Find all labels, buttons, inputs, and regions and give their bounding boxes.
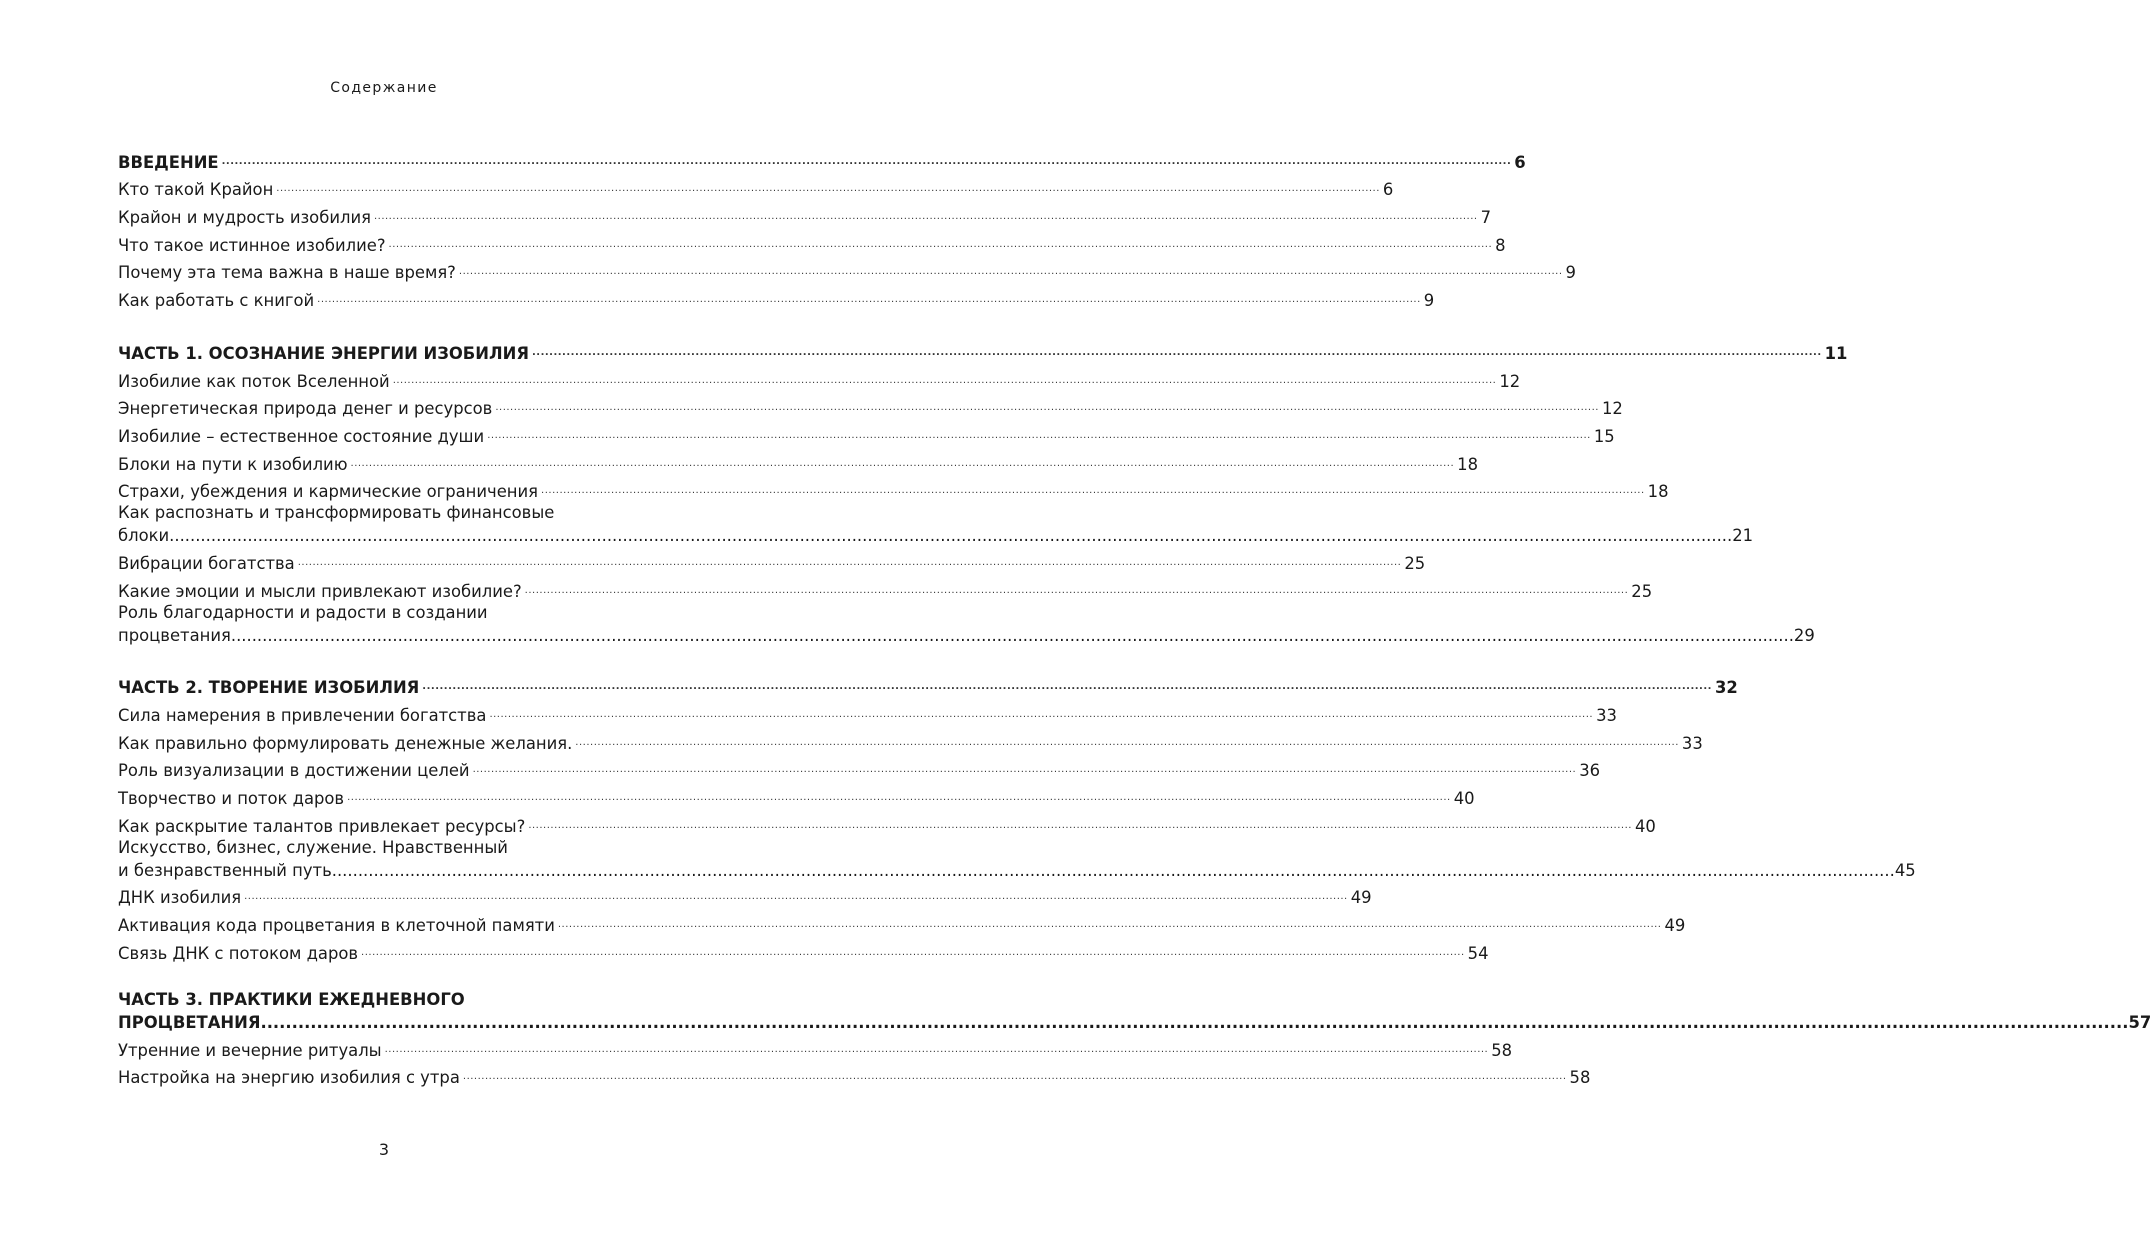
toc-entry-title: Почему эта тема важна в наше время?: [118, 263, 456, 283]
toc-page-number: 32: [1714, 678, 1738, 698]
toc-entry-title: Настройка на энергию изобилия с утра: [118, 1068, 460, 1088]
toc-page-number: 40: [1634, 816, 1656, 836]
toc-entry-title: Блоки на пути к изобилию: [118, 454, 348, 474]
toc-page-number: 36: [1579, 761, 1601, 781]
toc-entry: [118, 475, 1669, 503]
dot-leader: ............................................................................................................................................................................................................................................................................................................: [575, 736, 1679, 748]
table-of-contents: [118, 145, 2151, 1088]
toc-entry-title: ДНК изобилия: [118, 888, 242, 908]
toc-entry: [118, 781, 1475, 809]
dot-leader: ............................................................................................................................................................................................................................................................................................................: [422, 681, 1712, 693]
toc-entry-title: Как раскрытие талантов привлекает ресурсы?: [118, 816, 526, 836]
toc-page-number: 25: [1404, 553, 1426, 573]
toc-entry: [118, 546, 1426, 574]
toc-entry: [118, 256, 1576, 284]
dot-leader: ............................................................................................................................................................................................................................................................................................................: [244, 891, 1348, 903]
toc-entry: [118, 364, 1521, 392]
dot-leader: ............................................................................................................................................................................................................................................................................................................: [495, 402, 1599, 414]
toc-page-number: 18: [1457, 454, 1478, 474]
toc-entry-title: Сила намерения в привлечении богатства: [118, 706, 487, 725]
toc-entry-title: Утренние и вечерние ритуалы: [118, 1040, 382, 1060]
toc-entry-title: Страхи, убеждения и кармические ограничения: [118, 482, 539, 502]
dot-leader: ............................................................................................................................................................................................................................................................................................................: [487, 429, 1591, 441]
toc-entry-title: Кто такой Крайон: [118, 180, 274, 200]
toc-page-number: 49: [1664, 916, 1686, 936]
dot-leader: ............................................................................................................................................................................................................................................................................................................: [531, 346, 1822, 358]
toc-entry: [118, 228, 1506, 256]
toc-page-number: 7: [1480, 208, 1492, 228]
toc-entry: [118, 754, 1601, 782]
toc-page-number: 58: [1569, 1068, 1591, 1088]
toc-entry-title-line1: Искусство, бизнес, служение. Нравственный: [118, 837, 508, 857]
toc-entry: [118, 881, 1372, 909]
toc-entry-title: Изобилие как поток Вселенной: [118, 371, 390, 391]
toc-page-number: 57: [2128, 1012, 2151, 1032]
toc-entry-title: Активация кода процветания в клеточной памяти: [118, 916, 555, 936]
toc-entry: [118, 936, 1489, 964]
toc-page-number: 8: [1495, 235, 1506, 255]
toc-page-number: 54: [1467, 943, 1489, 963]
dot-leader: ............................................................................................................................................................................................................................................................................................................: [297, 556, 1402, 568]
toc-entry-title: Вибрации богатства: [118, 553, 295, 573]
toc-page-number: 29: [1793, 625, 1815, 645]
toc-entry-title-line2: и безнравственный путь: [118, 860, 332, 880]
dot-leader: ............................................................................................................................................................................................................................................................................................................: [392, 374, 1497, 386]
dot-leader: ............................................................................................................................................................................................................................................................................................................: [384, 1043, 1489, 1055]
toc-entry-title: Какие эмоции и мысли привлекают изобилие?: [118, 581, 522, 601]
toc-entry-title: Что такое истинное изобилие?: [118, 235, 386, 255]
toc-page-number: 25: [1631, 581, 1653, 601]
toc-entry-title: Изобилие – естественное состояние души: [118, 426, 485, 446]
dot-leader: ............................................................................................................................................................................................................................................................................................................: [489, 709, 1594, 720]
toc-part-3: [118, 989, 2151, 1033]
toc-page-number: 9: [1423, 291, 1435, 311]
toc-part-introduction: [118, 145, 1526, 173]
toc-entry: [118, 283, 1435, 311]
page-number: 3: [378, 1140, 390, 1159]
toc-entry: [118, 908, 1686, 936]
toc-page-number: 6: [1514, 152, 1526, 172]
toc-page-number: 21: [1732, 526, 1754, 546]
dot-leader: ............................................................................................................................................................................................................................................................................................................: [230, 625, 1794, 645]
toc-entry-title: ЧАСТЬ 2. ТВОРЕНИЕ ИЗОБИЛИЯ: [118, 678, 420, 698]
toc-page-number: 33: [1681, 733, 1703, 753]
toc-page-number: 12: [1499, 371, 1521, 391]
dot-leader: ............................................................................................................................................................................................................................................................................................................: [462, 1071, 1567, 1083]
page-heading: Содержание: [330, 80, 438, 96]
toc-part-2: [118, 671, 1738, 699]
dot-leader: ............................................................................................................................................................................................................................................................................................................: [169, 526, 1733, 546]
dot-leader: ............................................................................................................................................................................................................................................................................................................: [541, 485, 1645, 497]
toc-entry: [118, 392, 1623, 420]
toc-page-number: 18: [1647, 482, 1669, 502]
toc-entry: [118, 173, 1394, 201]
toc-entry-title: Энергетическая природа денег и ресурсов: [118, 399, 493, 419]
toc-part-1: [118, 336, 1848, 364]
toc-entry-title: Крайон и мудрость изобилия: [118, 208, 371, 228]
toc-page-number: 9: [1565, 263, 1576, 283]
dot-leader: ............................................................................................................................................................................................................................................................................................................: [388, 238, 1493, 250]
toc-page-number: 33: [1596, 706, 1617, 725]
toc-page-number: 49: [1350, 888, 1372, 908]
toc-entry: [118, 1033, 1513, 1061]
toc-entry-multiline: [118, 602, 1815, 646]
toc-page-number: 12: [1601, 399, 1623, 419]
toc-entry-title-line1: Роль благодарности и радости в создании: [118, 602, 488, 622]
toc-entry-title: Связь ДНК с потоком даров: [118, 943, 359, 963]
toc-entry-title: Роль визуализации в достижении целей: [118, 761, 470, 781]
toc-page-number: 40: [1453, 789, 1475, 809]
toc-entry: [118, 698, 1617, 726]
dot-leader: ............................................................................................................................................................................................................................................................................................................: [373, 211, 1478, 223]
toc-page-number: 45: [1894, 860, 1916, 880]
toc-entry-title: Как правильно формулировать денежные желания.: [118, 733, 573, 753]
toc-page-number: 11: [1824, 343, 1848, 363]
dot-leader: ............................................................................................................................................................................................................................................................................................................: [557, 919, 1662, 931]
toc-entry: [118, 574, 1653, 602]
toc-entry-title: Как работать с книгой: [118, 291, 315, 311]
toc-entry-title: ВВЕДЕНИЕ: [118, 152, 219, 172]
toc-entry-multiline: [118, 502, 1754, 546]
toc-entry: [118, 447, 1478, 475]
dot-leader: ............................................................................................................................................................................................................................................................................................................: [276, 183, 1380, 195]
toc-entry-title-line2: блоки: [118, 526, 170, 546]
toc-entry-title-line2: ПРОЦВЕТАНИЯ: [118, 1012, 261, 1032]
dot-leader: ............................................................................................................................................................................................................................................................................................................: [350, 457, 1455, 469]
toc-entry-title-line2: процветания: [118, 625, 231, 645]
dot-leader: ............................................................................................................................................................................................................................................................................................................: [458, 266, 1563, 278]
dot-leader: ............................................................................................................................................................................................................................................................................................................: [472, 764, 1577, 776]
toc-entry: [118, 419, 1615, 447]
toc-entry: [118, 200, 1492, 228]
toc-page-number: 58: [1491, 1040, 1513, 1060]
dot-leader: ............................................................................................................................................................................................................................................................................................................: [331, 860, 1895, 880]
toc-page-number: 6: [1382, 180, 1394, 200]
toc-page-number: 15: [1593, 426, 1615, 446]
dot-leader: ............................................................................................................................................................................................................................................................................................................: [528, 819, 1632, 831]
toc-entry-title-line1: Как распознать и трансформировать финансовые: [118, 503, 555, 523]
dot-leader: ............................................................................................................................................................................................................................................................................................................: [260, 1012, 2129, 1032]
toc-entry: [118, 726, 1703, 754]
toc-entry-title: ЧАСТЬ 1. ОСОЗНАНИЕ ЭНЕРГИИ ИЗОБИЛИЯ: [118, 343, 529, 363]
toc-entry: [118, 809, 1656, 837]
toc-entry-title: Творчество и поток даров: [118, 789, 345, 809]
toc-entry-multiline: [118, 837, 1916, 881]
toc-entry-title-line1: ЧАСТЬ 3. ПРАКТИКИ ЕЖЕДНЕВНОГО: [118, 989, 465, 1009]
dot-leader: ............................................................................................................................................................................................................................................................................................................: [347, 792, 1451, 804]
dot-leader: ............................................................................................................................................................................................................................................................................................................: [524, 584, 1629, 596]
dot-leader: ............................................................................................................................................................................................................................................................................................................: [361, 946, 1465, 958]
dot-leader: ............................................................................................................................................................................................................................................................................................................: [221, 155, 1512, 167]
dot-leader: ............................................................................................................................................................................................................................................................................................................: [317, 294, 1421, 306]
toc-entry: [118, 1061, 1591, 1089]
